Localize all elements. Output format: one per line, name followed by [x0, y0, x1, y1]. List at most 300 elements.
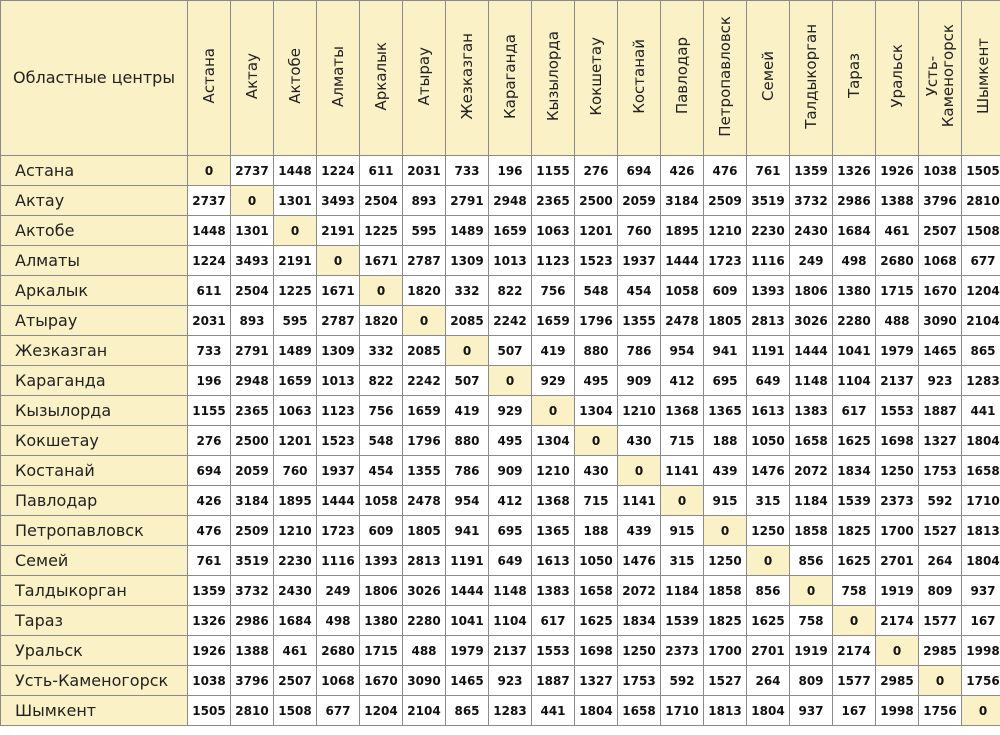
distance-cell: 419: [532, 336, 575, 366]
distance-cell: 3026: [403, 576, 446, 606]
distance-cell: 822: [489, 276, 532, 306]
distance-cell: 1887: [919, 396, 962, 426]
distance-cell: 677: [317, 696, 360, 726]
distance-cell: 3090: [403, 666, 446, 696]
distance-cell: 476: [188, 516, 231, 546]
table-row: [1, 336, 1000, 366]
distance-cell: 1148: [489, 576, 532, 606]
column-header-label: Павлодар: [673, 37, 691, 115]
distance-cell: 677: [962, 246, 1000, 276]
distance-cell: 1444: [317, 486, 360, 516]
row-header: Астана: [1, 156, 188, 186]
distance-cell: 1508: [274, 696, 317, 726]
distance-cell: 3796: [919, 186, 962, 216]
distance-cell: 1539: [661, 606, 704, 636]
distance-cell: 188: [704, 426, 747, 456]
column-header-label: Костанай: [630, 38, 648, 114]
distance-cell: 1309: [317, 336, 360, 366]
distance-cell: 1068: [317, 666, 360, 696]
distance-cell: 694: [618, 156, 661, 186]
distance-cell: 2791: [446, 186, 489, 216]
distance-cell: 2500: [575, 186, 618, 216]
distance-cell: 2191: [274, 246, 317, 276]
distance-cell: 1050: [747, 426, 790, 456]
row-header: Талдыкорган: [1, 576, 188, 606]
distance-cell: 1326: [833, 156, 876, 186]
distance-cell: 1998: [876, 696, 919, 726]
distance-cell: 1380: [360, 606, 403, 636]
distance-cell: 3796: [231, 666, 274, 696]
distance-cell: 2430: [790, 216, 833, 246]
distance-cell: 1825: [833, 516, 876, 546]
column-header-label: Актау: [243, 52, 261, 100]
distance-cell: 476: [704, 156, 747, 186]
distance-cell: 1204: [360, 696, 403, 726]
column-header: [231, 1, 274, 156]
row-header: Кокшетау: [1, 426, 188, 456]
distance-cell: 1756: [919, 696, 962, 726]
diagonal-cell: 0: [962, 696, 1000, 726]
distance-cell: 1204: [962, 276, 1000, 306]
distance-cell: 649: [747, 366, 790, 396]
distance-cell: 761: [188, 546, 231, 576]
distance-cell: 1210: [274, 516, 317, 546]
diagonal-cell: 0: [231, 186, 274, 216]
distance-cell: 937: [962, 576, 1000, 606]
distance-cell: 167: [962, 606, 1000, 636]
distance-cell: 430: [575, 456, 618, 486]
distance-cell: 1505: [188, 696, 231, 726]
distance-cell: 1058: [661, 276, 704, 306]
distance-cell: 1804: [962, 426, 1000, 456]
distance-cell: 1058: [360, 486, 403, 516]
distance-cell: 2810: [962, 186, 1000, 216]
distance-cell: 1304: [532, 426, 575, 456]
distance-cell: 1250: [747, 516, 790, 546]
distance-cell: 1804: [962, 546, 1000, 576]
distance-cell: 1820: [360, 306, 403, 336]
distance-cell: 1210: [618, 396, 661, 426]
distance-cell: 1804: [747, 696, 790, 726]
distance-cell: 1523: [575, 246, 618, 276]
distance-cell: 2085: [403, 336, 446, 366]
distance-cell: 786: [618, 336, 661, 366]
distance-cell: 1834: [618, 606, 661, 636]
diagonal-cell: 0: [403, 306, 446, 336]
row-header: Павлодар: [1, 486, 188, 516]
distance-cell: 929: [489, 396, 532, 426]
distance-cell: 1834: [833, 456, 876, 486]
distance-cell: 1476: [618, 546, 661, 576]
distance-cell: 1508: [962, 216, 1000, 246]
column-header: [274, 1, 317, 156]
distance-cell: 1753: [919, 456, 962, 486]
distance-cell: 1919: [876, 576, 919, 606]
distance-cell: 617: [532, 606, 575, 636]
table-row: [1, 276, 1000, 306]
distance-cell: 1979: [876, 336, 919, 366]
distance-cell: 1476: [747, 456, 790, 486]
column-header: [661, 1, 704, 156]
distance-cell: 1806: [790, 276, 833, 306]
distance-cell: 2813: [747, 306, 790, 336]
column-header: [962, 1, 1000, 156]
column-header-label: Усть- Каменогорск: [923, 24, 957, 128]
column-header-label: Уральск: [888, 44, 906, 108]
distance-cell: 893: [231, 306, 274, 336]
row-header: Караганда: [1, 366, 188, 396]
distance-cell: 1448: [274, 156, 317, 186]
distance-cell: 954: [661, 336, 704, 366]
column-header: [747, 1, 790, 156]
distance-cell: 264: [747, 666, 790, 696]
distance-cell: 3519: [231, 546, 274, 576]
distance-cell: 1625: [747, 606, 790, 636]
row-header: Тараз: [1, 606, 188, 636]
distance-cell: 495: [489, 426, 532, 456]
distance-cell: 1753: [618, 666, 661, 696]
row-header: Атырау: [1, 306, 188, 336]
distance-cell: 1368: [661, 396, 704, 426]
distance-cell: 1553: [532, 636, 575, 666]
diagonal-cell: 0: [274, 216, 317, 246]
corner-label: Областные центры: [1, 1, 188, 156]
distance-cell: 694: [188, 456, 231, 486]
distance-cell: 1444: [446, 576, 489, 606]
distance-cell: 167: [833, 696, 876, 726]
distance-cell: 1327: [919, 426, 962, 456]
distance-cell: 332: [446, 276, 489, 306]
distance-cell: 1820: [403, 276, 446, 306]
distance-cell: 1658: [962, 456, 1000, 486]
row-header: Актау: [1, 186, 188, 216]
distance-cell: 1355: [403, 456, 446, 486]
distance-cell: 2948: [231, 366, 274, 396]
distance-cell: 1659: [274, 366, 317, 396]
distance-cell: 1895: [274, 486, 317, 516]
distance-cell: 2059: [231, 456, 274, 486]
row-header: Костанай: [1, 456, 188, 486]
table-row: [1, 396, 1000, 426]
column-header-label: Петропавловск: [716, 15, 734, 137]
distance-cell: 617: [833, 396, 876, 426]
distance-cell: 865: [962, 336, 1000, 366]
distance-cell: 2680: [317, 636, 360, 666]
distance-cell: 941: [704, 336, 747, 366]
column-header-label: Астана: [200, 48, 218, 104]
distance-cell: 1659: [403, 396, 446, 426]
distance-table-body: [1, 156, 1000, 726]
distance-cell: 426: [661, 156, 704, 186]
distance-cell: 315: [661, 546, 704, 576]
distance-cell: 609: [360, 516, 403, 546]
distance-cell: 2072: [618, 576, 661, 606]
distance-cell: 1710: [661, 696, 704, 726]
distance-cell: 1858: [704, 576, 747, 606]
distance-cell: 1710: [962, 486, 1000, 516]
distance-cell: 2986: [231, 606, 274, 636]
column-header: [704, 1, 747, 156]
distance-cell: 196: [188, 366, 231, 396]
distance-cell: 1184: [661, 576, 704, 606]
distance-cell: 3184: [231, 486, 274, 516]
distance-cell: 2478: [403, 486, 446, 516]
distance-cell: 2810: [231, 696, 274, 726]
diagonal-cell: 0: [661, 486, 704, 516]
distance-cell: 865: [446, 696, 489, 726]
row-header: Алматы: [1, 246, 188, 276]
distance-cell: 1698: [575, 636, 618, 666]
distance-cell: 2137: [876, 366, 919, 396]
distance-cell: 1813: [962, 516, 1000, 546]
distance-cell: 1359: [188, 576, 231, 606]
distance-cell: 595: [403, 216, 446, 246]
table-row: [1, 456, 1000, 486]
distance-cell: 1887: [532, 666, 575, 696]
column-header: [532, 1, 575, 156]
row-header: Уральск: [1, 636, 188, 666]
column-header-label: Шымкент: [974, 37, 992, 115]
diagonal-cell: 0: [876, 636, 919, 666]
table-row: [1, 516, 1000, 546]
distance-cell: 3732: [790, 186, 833, 216]
distance-cell: 595: [274, 306, 317, 336]
distance-cell: 1038: [188, 666, 231, 696]
distance-cell: 1659: [532, 306, 575, 336]
distance-cell: 856: [747, 576, 790, 606]
distance-cell: 1700: [876, 516, 919, 546]
distance-cell: 2813: [403, 546, 446, 576]
distance-cell: 276: [188, 426, 231, 456]
distance-cell: 1895: [661, 216, 704, 246]
distance-cell: 461: [274, 636, 317, 666]
distance-cell: 909: [489, 456, 532, 486]
distance-cell: 760: [618, 216, 661, 246]
column-header-label: Талдыкорган: [802, 23, 820, 129]
distance-cell: 611: [360, 156, 403, 186]
distance-cell: 1155: [188, 396, 231, 426]
distance-cell: 1283: [489, 696, 532, 726]
column-header-label: Жезказган: [458, 32, 476, 120]
distance-cell: 1523: [317, 426, 360, 456]
distance-cell: 915: [704, 486, 747, 516]
column-header: [790, 1, 833, 156]
column-header-label: Кокшетау: [587, 36, 605, 116]
distance-cell: 1577: [919, 606, 962, 636]
distance-cell: 1658: [618, 696, 661, 726]
distance-cell: 915: [661, 516, 704, 546]
diagonal-cell: 0: [575, 426, 618, 456]
distance-cell: 441: [532, 696, 575, 726]
distance-cell: 1283: [962, 366, 1000, 396]
distance-cell: 3519: [747, 186, 790, 216]
distance-cell: 1141: [661, 456, 704, 486]
distance-cell: 1505: [962, 156, 1000, 186]
distance-cell: 1191: [747, 336, 790, 366]
distance-cell: 893: [403, 186, 446, 216]
distance-cell: 809: [919, 576, 962, 606]
distance-cell: 498: [317, 606, 360, 636]
row-header: Кызылорда: [1, 396, 188, 426]
distance-cell: 1038: [919, 156, 962, 186]
distance-cell: 1756: [962, 666, 1000, 696]
distance-cell: 1489: [446, 216, 489, 246]
distance-cell: 419: [446, 396, 489, 426]
distance-cell: 923: [919, 366, 962, 396]
distance-cell: 2507: [919, 216, 962, 246]
distance-cell: 592: [661, 666, 704, 696]
distance-cell: 412: [489, 486, 532, 516]
distance-cell: 2104: [403, 696, 446, 726]
diagonal-cell: 0: [489, 366, 532, 396]
distance-cell: 1388: [231, 636, 274, 666]
distance-cell: 1301: [231, 216, 274, 246]
column-header-label: Семей: [759, 51, 777, 101]
column-header: [188, 1, 231, 156]
diagonal-cell: 0: [532, 396, 575, 426]
distance-cell: 1104: [489, 606, 532, 636]
distance-cell: 2373: [661, 636, 704, 666]
distance-cell: 412: [661, 366, 704, 396]
distance-cell: 1041: [833, 336, 876, 366]
distance-cell: 461: [876, 216, 919, 246]
distance-cell: 2104: [962, 306, 1000, 336]
distance-cell: 909: [618, 366, 661, 396]
distance-cell: 1355: [618, 306, 661, 336]
distance-cell: 2986: [833, 186, 876, 216]
column-header-label: Караганда: [501, 33, 519, 119]
distance-cell: 1465: [446, 666, 489, 696]
distance-cell: 2373: [876, 486, 919, 516]
distance-cell: 315: [747, 486, 790, 516]
distance-cell: 923: [489, 666, 532, 696]
distance-cell: 2085: [446, 306, 489, 336]
distance-cell: 2059: [618, 186, 661, 216]
table-row: [1, 186, 1000, 216]
distance-cell: 1116: [317, 546, 360, 576]
distance-cell: 1225: [360, 216, 403, 246]
distance-cell: 1368: [532, 486, 575, 516]
distance-cell: 1326: [188, 606, 231, 636]
distance-cell: 3732: [231, 576, 274, 606]
distance-cell: 1063: [532, 216, 575, 246]
diagonal-cell: 0: [446, 336, 489, 366]
distance-cell: 548: [360, 426, 403, 456]
distance-cell: 249: [790, 246, 833, 276]
distance-cell: 495: [575, 366, 618, 396]
distance-cell: 1050: [575, 546, 618, 576]
distance-cell: 1104: [833, 366, 876, 396]
distance-cell: 758: [790, 606, 833, 636]
table-row: [1, 306, 1000, 336]
column-header-label: Аркалык: [372, 41, 390, 111]
row-header: Петропавловск: [1, 516, 188, 546]
column-header-label: Тараз: [845, 53, 863, 99]
distance-cell: 188: [575, 516, 618, 546]
distance-cell: 1191: [446, 546, 489, 576]
row-header: Усть-Каменогорск: [1, 666, 188, 696]
distance-cell: 1658: [575, 576, 618, 606]
distance-cell: 2787: [317, 306, 360, 336]
distance-cell: 2230: [274, 546, 317, 576]
column-header: [446, 1, 489, 156]
distance-cell: 756: [532, 276, 575, 306]
column-header: [919, 1, 962, 156]
distance-cell: 1625: [833, 426, 876, 456]
distance-cell: 488: [403, 636, 446, 666]
distance-cell: 1825: [704, 606, 747, 636]
distance-cell: 2985: [919, 636, 962, 666]
distance-cell: 1715: [876, 276, 919, 306]
row-header: Актобе: [1, 216, 188, 246]
distance-cell: 2230: [747, 216, 790, 246]
distance-cell: 1919: [790, 636, 833, 666]
distance-cell: 2242: [489, 306, 532, 336]
diagonal-cell: 0: [919, 666, 962, 696]
distance-cell: 1700: [704, 636, 747, 666]
distance-cell: 2174: [876, 606, 919, 636]
distance-cell: 507: [446, 366, 489, 396]
distance-cell: 1698: [876, 426, 919, 456]
distance-cell: 2787: [403, 246, 446, 276]
distance-cell: 507: [489, 336, 532, 366]
distance-cell: 2031: [188, 306, 231, 336]
distance-cell: 1301: [274, 186, 317, 216]
distance-cell: 2701: [747, 636, 790, 666]
table-row: [1, 576, 1000, 606]
distance-cell: 454: [618, 276, 661, 306]
distance-cell: 332: [360, 336, 403, 366]
diagonal-cell: 0: [317, 246, 360, 276]
distance-cell: 733: [188, 336, 231, 366]
distance-cell: 1224: [317, 156, 360, 186]
distance-cell: 1804: [575, 696, 618, 726]
distance-cell: 1250: [618, 636, 661, 666]
distance-cell: 1489: [274, 336, 317, 366]
distance-cell: 856: [790, 546, 833, 576]
distance-cell: 611: [188, 276, 231, 306]
distance-cell: 1380: [833, 276, 876, 306]
distance-cell: 249: [317, 576, 360, 606]
distance-cell: 1393: [360, 546, 403, 576]
distance-cell: 1926: [876, 156, 919, 186]
distance-cell: 1813: [704, 696, 747, 726]
table-row: [1, 156, 1000, 186]
distance-cell: 1123: [317, 396, 360, 426]
column-header: [360, 1, 403, 156]
column-header: [489, 1, 532, 156]
distance-cell: 1723: [704, 246, 747, 276]
row-header: Жезказган: [1, 336, 188, 366]
distance-cell: 809: [790, 666, 833, 696]
distance-cell: 1671: [317, 276, 360, 306]
table-row: [1, 486, 1000, 516]
distance-cell: 1684: [274, 606, 317, 636]
distance-cell: 1225: [274, 276, 317, 306]
distance-cell: 1393: [747, 276, 790, 306]
distance-cell: 592: [919, 486, 962, 516]
distance-cell: 695: [704, 366, 747, 396]
distance-cell: 1184: [790, 486, 833, 516]
distance-cell: 2509: [231, 516, 274, 546]
column-header: [317, 1, 360, 156]
distance-cell: 941: [446, 516, 489, 546]
distance-cell: 760: [274, 456, 317, 486]
distance-cell: 1577: [833, 666, 876, 696]
distance-cell: 1659: [489, 216, 532, 246]
distance-cell: 2948: [489, 186, 532, 216]
distance-cell: 2072: [790, 456, 833, 486]
